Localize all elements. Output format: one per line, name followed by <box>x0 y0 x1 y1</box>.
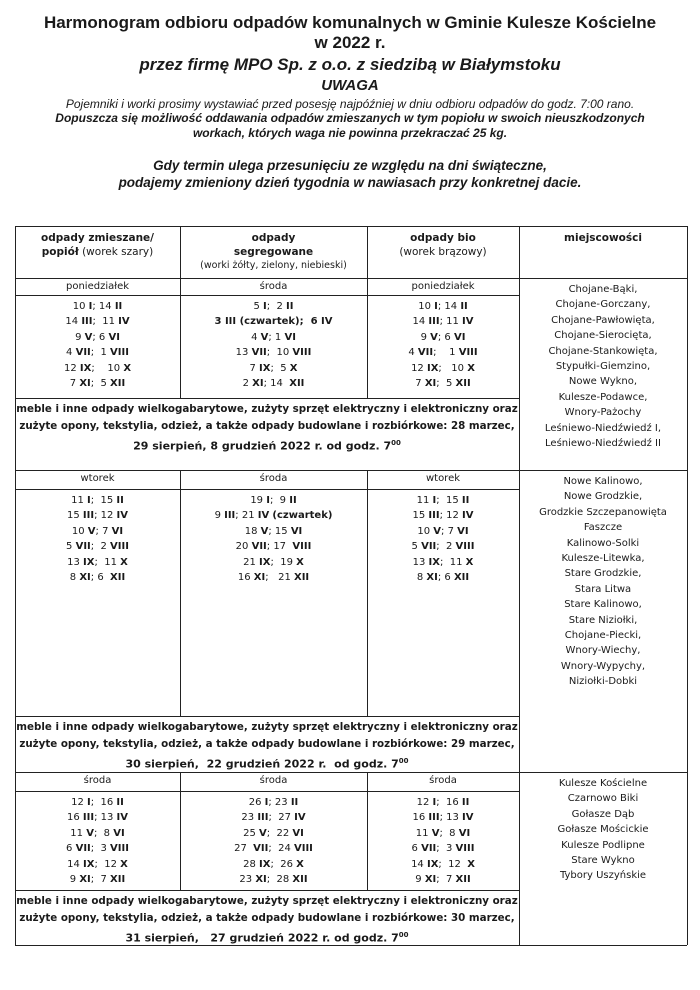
month-numeral: X <box>467 362 475 374</box>
day-label: wtorek <box>80 473 115 484</box>
collection-dates <box>367 795 519 887</box>
collection-dates <box>180 795 367 887</box>
table-rule <box>15 890 519 891</box>
date-line: 4 V; 1 VI <box>251 331 296 343</box>
month-numeral: IX <box>426 362 439 374</box>
date-line: 16 III; 13 IV <box>67 812 128 824</box>
month-numeral: X <box>465 556 474 568</box>
month-numeral: VIII <box>110 843 129 855</box>
table-rule <box>15 398 519 399</box>
month-numeral: X <box>296 556 304 568</box>
date-line: 8 XI; 6 XII <box>69 572 126 584</box>
column-header-bold-word: popiół <box>41 246 79 258</box>
column-header-line: popiół (worek szary) <box>41 246 154 258</box>
place-name: Leśniewo-Niedźwiedź II <box>545 438 661 450</box>
month-numeral: V <box>87 525 96 537</box>
month-numeral: IX <box>259 858 271 870</box>
place-name: Chojane-Sierocięta, <box>554 330 652 342</box>
month-numeral: VII <box>75 347 91 359</box>
company-line: przez firmę MPO Sp. z o.o. z siedzibą w Białymstoku <box>139 55 561 74</box>
month-numeral: V <box>86 827 94 839</box>
month-numeral: XI <box>424 378 437 390</box>
table-rule <box>15 295 519 296</box>
month-numeral: I <box>87 495 91 506</box>
date-line: 19 I; 9 II <box>250 495 297 506</box>
table-rule <box>15 489 519 490</box>
month-numeral: I <box>434 301 438 312</box>
month-numeral: V <box>430 331 438 343</box>
month-numeral: IV <box>116 510 128 522</box>
bulky-waste-note <box>15 719 519 773</box>
date-line: 14 IX; 12 X <box>411 858 475 870</box>
date-line: 12 IX; 10 X <box>411 362 475 374</box>
note-line-2: workach, których waga nie powinna przekraczać 25 kg. <box>192 126 508 140</box>
bulky-line: zużyte opony, tekstylia, odzież, a także odpady budowlane i rozbiórkowe: 30 marzec, <box>19 912 515 924</box>
table-rule <box>15 226 687 227</box>
collection-dates <box>15 795 180 887</box>
column-header-line: (worki żółty, zielony, niebieski) <box>200 260 347 271</box>
month-numeral: I <box>266 495 270 506</box>
date-line: 25 V; 22 VI <box>243 827 304 839</box>
note-put-out-bins: Pojemniki i worki prosimy wystawiać przed posesję najpóźniej w dniu odbioru odpadów do godz. 7:00 rano. <box>65 97 635 111</box>
month-numeral: XII <box>455 378 471 390</box>
table-rule <box>687 226 688 945</box>
bulky-line: meble i inne odpady wielkogabarytowe, zużyty sprzęt elektryczny i elektroniczny oraz <box>16 721 518 733</box>
date-line: 13 VII; 10 VIII <box>235 347 312 359</box>
month-numeral: XI <box>426 572 438 584</box>
place-name: Kulesze Podlipne <box>561 839 645 851</box>
month-numeral: VI <box>108 331 120 343</box>
column-header-line: odpady bio <box>410 232 476 244</box>
month-numeral: VIII <box>455 843 475 855</box>
month-numeral: XI <box>255 874 267 886</box>
month-numeral: XII <box>292 874 308 886</box>
date-line: 5 VII; 2 VIII <box>411 541 475 553</box>
month-numeral: IX <box>83 858 95 870</box>
month-numeral: I <box>263 301 267 312</box>
date-line: 6 VII; 3 VIII <box>66 843 129 855</box>
month-numeral: II <box>116 797 124 808</box>
month-numeral: I <box>87 797 91 808</box>
table-rule <box>15 791 519 792</box>
place-name: Kulesze-Podawce, <box>558 391 648 403</box>
month-numeral: VII <box>253 843 269 855</box>
month-numeral: V <box>260 525 269 537</box>
date-line: 16 XI; 21 XII <box>237 572 310 584</box>
date-line: 7 XI; 5 XII <box>415 378 471 390</box>
month-numeral: III <box>257 812 269 824</box>
bulky-line: zużyte opony, tekstylia, odzież, a także odpady budowlane i rozbiórkowe: 29 marzec, <box>19 738 515 750</box>
month-numeral: VI <box>458 827 471 839</box>
month-numeral: II <box>460 301 468 312</box>
month-numeral: II <box>114 301 123 312</box>
month-numeral: I <box>432 495 437 506</box>
month-numeral: III <box>428 812 440 824</box>
day-label: wtorek <box>425 473 461 484</box>
date-line: 12 I; 16 II <box>71 797 124 808</box>
month-numeral: IX <box>79 362 92 374</box>
warning-heading: UWAGA <box>321 77 379 94</box>
month-numeral: II <box>116 495 124 506</box>
place-name: Stara Litwa <box>574 583 632 595</box>
month-numeral: VIII <box>294 843 313 855</box>
month-numeral: IX <box>83 556 95 568</box>
place-name: Stare Wykno <box>571 855 635 867</box>
title-line-2: w 2022 r. <box>314 33 386 52</box>
column-header-line: (worek brązowy) <box>399 246 487 258</box>
place-name: Chojane-Stankowięta, <box>548 345 658 357</box>
month-numeral: II <box>289 495 297 506</box>
date-line: 23 XI; 28 XII <box>239 874 308 886</box>
month-numeral: IV <box>462 316 474 328</box>
month-numeral: (czwartek) <box>239 316 300 328</box>
month-numeral: VI <box>292 827 304 839</box>
column-header-line: odpady zmieszane/ <box>41 232 154 244</box>
place-name: Chojane-Piecki, <box>564 630 642 642</box>
month-numeral: VIII <box>110 541 129 553</box>
bulky-waste-note <box>15 401 519 455</box>
month-numeral: XI <box>252 378 264 390</box>
month-numeral: I <box>88 301 93 312</box>
month-numeral: II <box>461 797 470 808</box>
month-numeral: V <box>260 331 269 343</box>
collection-dates <box>367 493 519 585</box>
place-name: Gołasze Dąb <box>571 808 635 820</box>
month-numeral: III <box>81 316 93 328</box>
month-numeral: I <box>264 797 269 808</box>
time-superscript: 00 <box>391 439 401 447</box>
date-line: 4 VII; 1 VIII <box>66 347 129 359</box>
date-line: 11 V; 8 VI <box>415 827 471 839</box>
column-header-segregated <box>180 231 367 273</box>
month-numeral: X <box>467 858 475 870</box>
place-name: Kulesze Kościelne <box>558 778 648 789</box>
holiday-line-2: podajemy zmieniony dzień tygodnia w nawiasach przy konkretnej dacie. <box>118 175 582 190</box>
place-name: Niziołki-Dobki <box>568 676 638 688</box>
date-line: 14 III; 11 IV <box>65 316 130 328</box>
date-line: 9 V; 6 VI <box>75 331 120 343</box>
month-numeral: XII <box>110 874 126 886</box>
date-line: 11 V; 8 VI <box>70 827 125 839</box>
month-numeral: IV <box>257 510 270 522</box>
month-numeral: XII <box>110 378 126 390</box>
date-line: 13 IX; 11 X <box>67 556 128 568</box>
month-numeral: IX <box>259 362 271 374</box>
month-numeral: VI <box>113 827 125 839</box>
month-numeral: IX <box>428 556 440 568</box>
column-header-line: miejscowości <box>564 232 642 244</box>
month-numeral: IV <box>116 812 128 824</box>
date-line: 23 III; 27 IV <box>241 812 306 824</box>
collection-dates <box>367 299 519 391</box>
date-line: 12 IX; 10 X <box>63 362 132 374</box>
holiday-line-1: Gdy termin ulega przesunięciu ze względu na dni świąteczne, <box>153 158 547 173</box>
month-numeral: VII <box>75 541 91 553</box>
month-numeral: VI <box>284 331 296 343</box>
place-name: Nowe Grodzkie, <box>563 491 643 503</box>
bulky-line: 29 sierpień, 8 grudzień 2022 r. od godz. $7^{00}$ <box>133 439 401 453</box>
month-numeral: XI <box>79 572 91 584</box>
month-numeral: X <box>123 362 132 374</box>
month-numeral: XI <box>424 874 437 886</box>
month-numeral: VIII <box>292 541 312 553</box>
date-line: 13 IX; 11 X <box>412 556 474 568</box>
place-name: Nowe Kalinowo, <box>563 476 643 487</box>
column-header-mixed-waste <box>15 231 180 259</box>
date-line: 8 XI; 6 XII <box>416 572 470 584</box>
date-line: 3 III (czwartek); 6 IV <box>214 316 333 328</box>
date-line: 10 V; 7 VI <box>417 525 469 537</box>
day-label: środa <box>259 473 288 484</box>
month-numeral: VII <box>75 843 91 855</box>
column-header-places <box>519 231 687 245</box>
month-numeral: XII <box>294 572 310 584</box>
month-numeral: VIII <box>455 541 475 553</box>
bulky-line: meble i inne odpady wielkogabarytowe, zużyty sprzęt elektryczny i elektroniczny oraz <box>16 895 518 907</box>
place-name: Chojane-Gorczany, <box>555 299 651 311</box>
note-line-1: Dopuszcza się możliwość oddawania odpadów zmieszanych w tym popiołu w swoich nieuszkodzonych <box>55 111 645 125</box>
month-numeral: XII <box>453 572 470 584</box>
date-line: 10 I; 14 II <box>72 301 123 312</box>
place-name: Wnory-Pażochy <box>564 407 642 419</box>
day-label: poniedziałek <box>65 281 130 292</box>
date-line: 20 VII; 17 VIII <box>235 541 312 553</box>
month-numeral: VI <box>453 331 466 343</box>
date-line: 26 I; 23 II <box>248 797 299 808</box>
month-numeral: III <box>428 316 440 328</box>
table-rule <box>15 716 519 717</box>
collection-dates <box>180 493 367 585</box>
month-numeral: VI <box>457 525 469 537</box>
place-name: Stare Grodzkie, <box>564 568 642 580</box>
bulky-line: 31 sierpień, 27 grudzień 2022 r. od godz. $7^{00}$ <box>125 931 409 945</box>
month-numeral: IV <box>462 812 474 824</box>
date-line: 11 I; 15 II <box>416 495 470 506</box>
column-header-line: odpady <box>251 232 296 244</box>
time-superscript: 00 <box>398 757 409 765</box>
month-numeral: VIII <box>110 347 129 359</box>
date-line: 15 III; 12 IV <box>412 510 474 522</box>
date-line: 9 V; 6 VI <box>420 331 466 343</box>
month-numeral: VII <box>251 347 267 359</box>
month-numeral: X <box>120 556 128 568</box>
month-numeral: IV <box>462 510 474 522</box>
month-numeral: III <box>82 510 95 522</box>
place-name: Kulesze-Litewka, <box>561 553 645 565</box>
month-numeral: II <box>461 495 470 506</box>
title-line-1: Harmonogram odbioru odpadów komunalnych w Gminie Kulesze Kościelne <box>43 13 657 32</box>
date-line: 4 VII; 1 VIII <box>408 347 478 359</box>
collection-dates <box>15 493 180 585</box>
place-name: Tybory Uszyńskie <box>559 870 647 882</box>
day-label: środa <box>83 775 112 786</box>
date-line: 15 III; 12 IV <box>67 510 128 522</box>
place-name: Stypułki-Giemzino, <box>555 361 651 373</box>
month-numeral: III <box>428 510 440 522</box>
month-numeral: (czwartek) <box>272 510 333 522</box>
month-numeral: V <box>259 827 267 839</box>
places-list <box>519 474 687 690</box>
date-line: 7 IX; 5 X <box>249 362 298 374</box>
date-line: 6 VII; 3 VIII <box>411 843 475 855</box>
day-label: środa <box>259 775 288 786</box>
places-list <box>519 776 687 884</box>
date-line: 9 XI; 7 XII <box>415 874 471 886</box>
day-label: poniedziałek <box>411 281 475 292</box>
date-line: 10 I; 14 II <box>418 301 468 312</box>
place-name: Chojane-Bąki, <box>568 284 638 295</box>
column-header-line: segregowane <box>233 246 314 258</box>
month-numeral: VII <box>251 541 267 553</box>
month-numeral: VIII <box>292 347 312 359</box>
date-line: 28 IX; 26 X <box>243 858 304 870</box>
month-numeral: XI <box>253 572 266 584</box>
month-numeral: XII <box>110 572 126 584</box>
bulky-line: meble i inne odpady wielkogabarytowe, zużyty sprzęt elektryczny i elektroniczny oraz <box>16 403 518 415</box>
month-numeral: X <box>296 858 304 870</box>
place-name: Wnory-Wypychy, <box>560 660 646 672</box>
table-rule <box>15 470 687 471</box>
month-numeral: IX <box>426 858 439 870</box>
month-numeral: II <box>286 301 294 312</box>
month-numeral: I <box>432 797 437 808</box>
place-name: Kalinowo-Solki <box>566 537 640 549</box>
collection-dates <box>180 299 367 391</box>
collection-dates <box>15 299 180 391</box>
place-name: Faszcze <box>583 522 623 534</box>
month-numeral: VIII <box>458 347 478 359</box>
bulky-line: zużyte opony, tekstylia, odzież, a także odpady budowlane i rozbiórkowe: 28 marzec, <box>19 420 515 432</box>
month-numeral: IV <box>118 316 130 328</box>
month-numeral: III <box>224 510 236 522</box>
date-line: 9 XI; 7 XII <box>69 874 126 886</box>
date-line: 2 XI; 14 XII <box>242 378 305 390</box>
month-numeral: IV <box>294 812 306 824</box>
date-line: 11 I; 15 II <box>71 495 124 506</box>
bulky-waste-note <box>15 893 519 947</box>
month-numeral: XI <box>79 378 91 390</box>
place-name: Grodzkie Szczepanowięta <box>539 506 667 518</box>
month-numeral: II <box>290 797 299 808</box>
date-line: 16 III; 13 IV <box>412 812 474 824</box>
date-line: 7 XI; 5 XII <box>69 378 126 390</box>
month-numeral: VII <box>421 843 437 855</box>
day-label: środa <box>429 775 457 786</box>
day-label: środa <box>259 281 288 292</box>
month-numeral: VI <box>290 525 303 537</box>
date-line: 10 V; 7 VI <box>71 525 124 537</box>
month-numeral: X <box>289 362 298 374</box>
month-numeral: XI <box>79 874 91 886</box>
month-numeral: V <box>84 331 93 343</box>
time-superscript: 00 <box>398 931 409 939</box>
date-line: 18 V; 15 VI <box>244 525 303 537</box>
date-line: 12 I; 16 II <box>416 797 470 808</box>
month-numeral: V <box>431 827 440 839</box>
month-numeral: VI <box>111 525 124 537</box>
date-line: 14 IX; 12 X <box>67 858 128 870</box>
date-line: 21 IX; 19 X <box>243 556 304 568</box>
place-name: Gołasze Mościckie <box>557 824 649 836</box>
month-numeral: X <box>120 858 128 870</box>
place-name: Chojane-Pawłowięta, <box>551 314 655 326</box>
table-rule <box>15 278 687 279</box>
places-list <box>519 282 687 451</box>
date-line: 9 III; 21 IV (czwartek) <box>214 510 333 522</box>
date-line: 27 VII; 24 VIII <box>234 843 313 855</box>
month-numeral: V <box>433 525 442 537</box>
month-numeral: VII <box>417 347 434 359</box>
place-name: Wnory-Wiechy, <box>565 645 641 657</box>
month-numeral: IX <box>259 556 271 568</box>
month-numeral: III <box>82 812 95 824</box>
place-name: Nowe Wykno, <box>568 376 638 388</box>
month-numeral: IV <box>321 316 333 328</box>
place-name: Czarnowo Biki <box>567 793 639 805</box>
bulky-line: 30 sierpień, 22 grudzień 2022 r. od godz. $7^{00}$ <box>125 757 409 771</box>
place-name: Leśniewo-Niedźwiedź I, <box>544 422 662 434</box>
date-line: 5 VII; 2 VIII <box>66 541 129 553</box>
month-numeral: XII <box>289 378 305 390</box>
month-numeral: VII <box>421 541 437 553</box>
column-header-bio <box>367 231 519 259</box>
place-name: Stare Kalinowo, <box>564 599 642 611</box>
place-name: Stare Niziołki, <box>568 614 638 626</box>
date-line: 14 III; 11 IV <box>412 316 474 328</box>
month-numeral: XII <box>455 874 471 886</box>
month-numeral: III <box>224 316 237 328</box>
date-line: 5 I; 2 II <box>253 301 294 312</box>
